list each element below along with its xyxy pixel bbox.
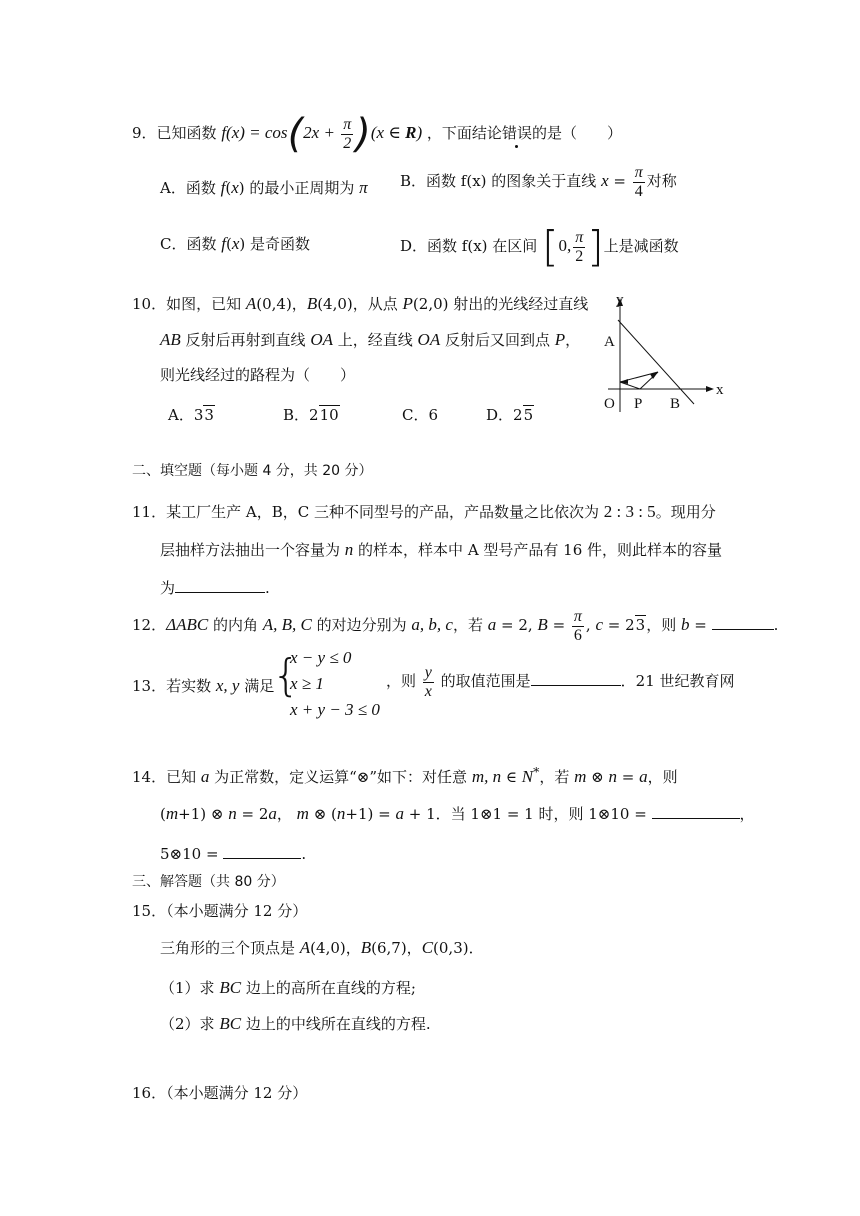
q9-lead: 9．已知函数 xyxy=(132,123,217,142)
q11-line1: 11．某工厂生产 A，B，C 三种不同型号的产品，产品数量之比依次为 2 : 3 : 5。现用分 xyxy=(132,502,716,521)
q11-answer-blank[interactable] xyxy=(175,578,265,593)
q13-lead: 13．若实数 x, y 满足 xyxy=(132,676,275,695)
q14-answer-blank-1[interactable] xyxy=(652,804,740,819)
q14-answer-blank-2[interactable] xyxy=(223,844,301,859)
q9-option-d: D．函数 f(x) 在区间 [0, $\frac{\pi}{2}$ ]上是减函数 xyxy=(400,222,679,271)
q15-stem: 三角形的三个顶点是 A(4,0)，B(6,7)，C(0,3)． xyxy=(160,938,484,957)
q10-figure xyxy=(590,290,730,420)
q10-option-c: C．6 xyxy=(402,406,439,424)
line-ab xyxy=(618,320,694,404)
q13-constraint-3: x + y − 3 ≤ 0 xyxy=(290,700,380,719)
q9-option-c: C．函数 f(x) 是奇函数 xyxy=(160,234,311,253)
q9-option-b: B．函数 f(x) 的图象关于直线 x = $\frac{\pi}{4}$ 对称 xyxy=(400,164,677,200)
q10-line3: 则光线经过的路程为（ ） xyxy=(160,366,356,384)
q15-part2: （2）求 BC 边上的中线所在直线的方程. xyxy=(160,1014,431,1033)
q9-stem xyxy=(132,110,622,158)
q9-formula: f(x) = cos(2x + $\frac{\pi}{2}$ )(x ∈ R) xyxy=(221,111,423,157)
label-y: y xyxy=(616,292,624,308)
q9-end: 的是（ ） xyxy=(531,123,622,142)
q10-option-a: A．33 xyxy=(168,406,214,424)
label-a: A xyxy=(604,334,615,350)
q13-answer-blank[interactable] xyxy=(531,671,621,686)
q9-option-a: A．函数 f(x) 的最小正周期为 π xyxy=(160,178,368,197)
label-b: B xyxy=(670,396,681,412)
q13-constraint-1: x − y ≤ 0 xyxy=(290,648,352,667)
q12-answer-blank[interactable] xyxy=(712,615,774,630)
label-x: x xyxy=(716,382,724,398)
q10-option-d: D．25 xyxy=(486,406,534,424)
q11-line2: 层抽样方法抽出一个容量为 n 的样本，样本中 A 型号产品有 16 件，则此样本的容量 xyxy=(160,540,723,559)
q13-constraint-2: x ≥ 1 xyxy=(290,674,324,693)
label-p: P xyxy=(634,396,643,412)
q11-line3: 为 . xyxy=(160,579,270,597)
q13-brace: { xyxy=(272,650,300,701)
q15-head: 15．（本小题满分 12 分） xyxy=(132,902,308,920)
q10-line1: 10．如图，已知 A(0,4)，B(4,0)，从点 P(2,0) 射出的光线经过直线 xyxy=(132,294,589,313)
q15-part1: （1）求 BC 边上的高所在直线的方程; xyxy=(160,978,416,997)
q13-tail: ，则 $\frac{y}{x}$ 的取值范围是 ．21 世纪教育网 xyxy=(386,664,735,700)
section-3-title: 三、解答题（共 80 分） xyxy=(132,874,285,890)
q10-option-b: B．210 xyxy=(283,406,339,424)
q14-line2: (m+1) ⊗ n = 2a， m ⊗ (n+1) = a + 1．当 1⊗1 = 1 时，则 1⊗10 = ， xyxy=(160,804,755,823)
label-o: O xyxy=(604,396,615,412)
ray-3 xyxy=(620,382,640,389)
q16-head: 16．（本小题满分 12 分） xyxy=(132,1084,308,1102)
section-2-title: 二、填空题（每小题 4 分，共 20 分） xyxy=(132,463,373,479)
q9-emphasis: 错误 xyxy=(501,123,532,142)
q14-line1: 14．已知 a 为正常数，定义运算“⊗”如下：对任意 m, n ∈ N*，若 m ⊗ n = a，则 xyxy=(132,764,678,786)
q14-line3: 5⊗10 = . xyxy=(160,845,307,863)
q10-line2: AB 反射后再射到直线 OA 上，经直线 OA 反射后又回到点 P， xyxy=(160,330,581,349)
q9-tail: ，下面结论 xyxy=(426,123,502,142)
q12-line: 12．ΔABC 的内角 A, B, C 的对边分别为 a, b, c，若 a = 2, B = $\frac{\pi}{6}$ , c = 23，则 b = . xyxy=(132,608,779,644)
x-axis-arrow xyxy=(706,386,714,392)
